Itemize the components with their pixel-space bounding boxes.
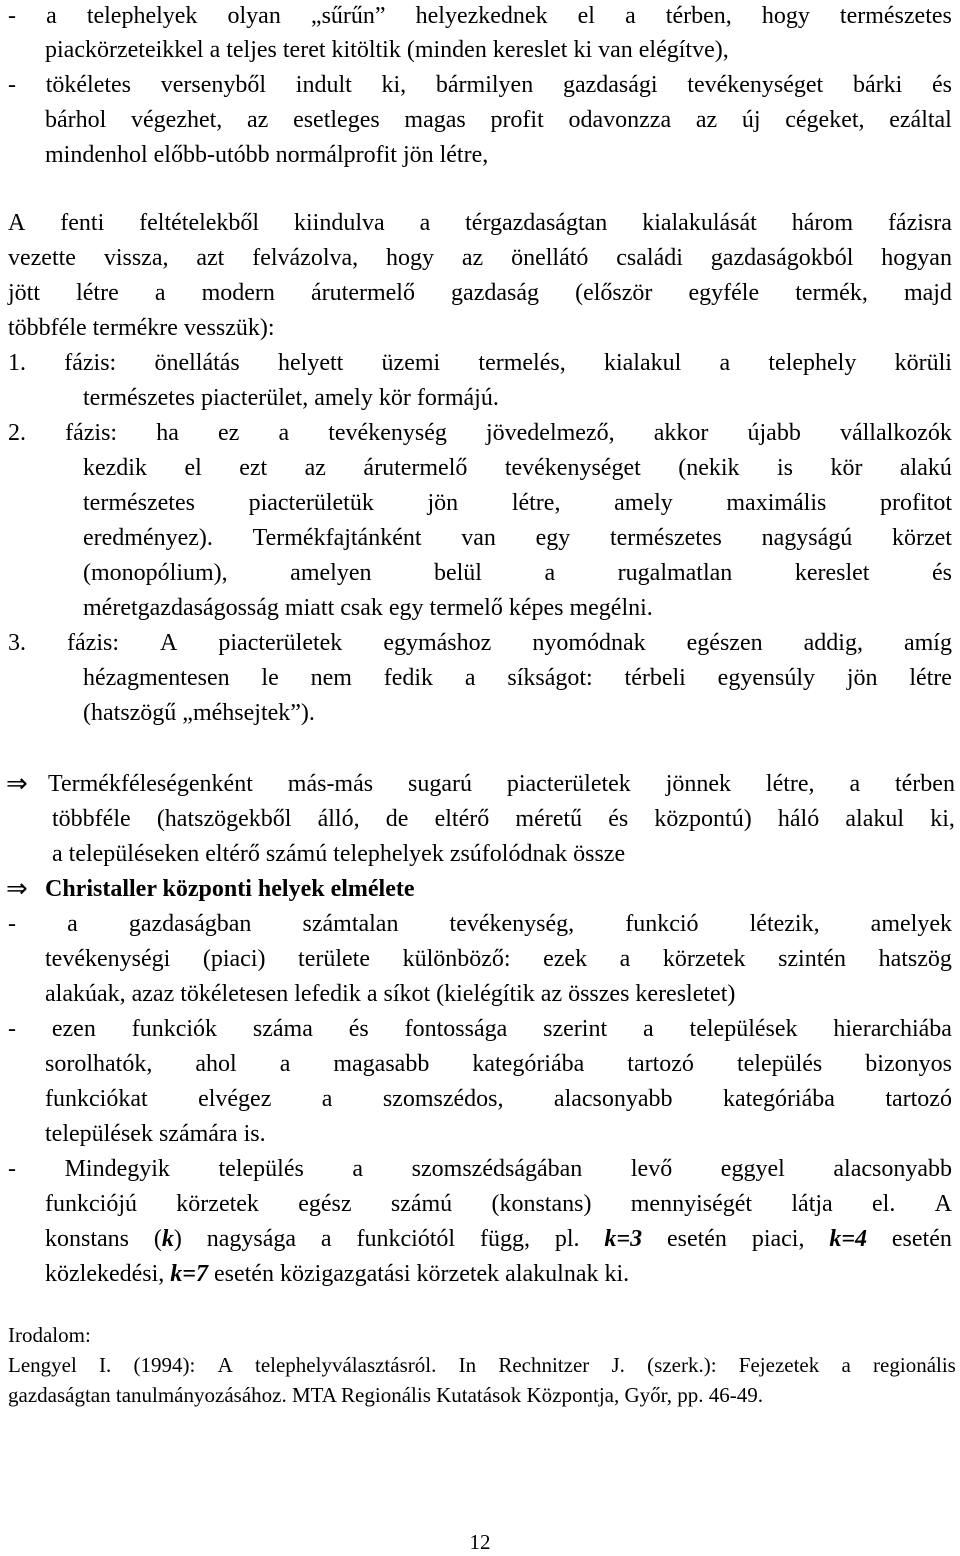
text-line: eredményez). Termékfajtánként van egy természetes nagyságú körzet (83, 525, 952, 551)
text-line: hézagmentesen le nem fedik a síkságot: térbeli egyensúly jön létre (83, 665, 952, 691)
text-line: méretgazdaságosság miatt csak egy termelő képes megélni. (83, 595, 653, 621)
double-arrow-icon: ⇒ (6, 769, 28, 799)
text-line: funkciókat elvégez a szomszédos, alacsonyabb kategóriába tartozó (45, 1086, 952, 1112)
text-line: sorolhatók, ahol a magasabb kategóriába tartozó település bizonyos (45, 1051, 952, 1077)
text-line: funkciójú körzetek egész számú (konstans) mennyiségét látja el. A (45, 1191, 952, 1217)
text-line: települések számára is. (45, 1121, 266, 1147)
text-line: vezette vissza, azt felvázolva, hogy az önellátó családi gazdaságokból hogyan (8, 245, 952, 271)
text-line: piackörzeteikkel a teljes teret kitöltik (minden kereslet ki van elégítve), (45, 37, 729, 63)
text-line: 3. fázis: A piacterületek egymáshoz nyomódnak egészen addig, amíg (8, 630, 952, 656)
text-line: - ezen funkciók száma és fontossága szerint a települések hierarchiába (8, 1016, 952, 1042)
text-line: alakúak, azaz tökéletesen lefedik a síkot (kielégítik az összes keresletet) (45, 981, 736, 1007)
text-line: természetes piacterületük jön létre, amely maximális profitot (83, 490, 952, 516)
text-line: tevékenységi (piaci) területe különböző: ezek a körzetek szintén hatszög (45, 946, 952, 972)
text-line: Lengyel I. (1994): A telephelyválasztásról. In Rechnitzer J. (szerk.): Fejezetek a regionális (8, 1353, 956, 1377)
text-line: - Mindegyik település a szomszédságában levő eggyel alacsonyabb (8, 1156, 952, 1182)
text-line: Termékféleségenként más-más sugarú piacterületek jönnek létre, a térben (48, 771, 955, 797)
text-line: 2. fázis: ha ez a tevékenység jövedelmező, akkor újabb vállalkozók (8, 420, 952, 446)
text-line: - tökéletes versenyből indult ki, bármilyen gazdasági tevékenységet bárki és (8, 72, 952, 98)
text-line: - a gazdaságban számtalan tevékenység, funkció létezik, amelyek (8, 911, 952, 937)
text-line: 1. fázis: önellátás helyett üzemi termelés, kialakul a telephely körüli (8, 350, 952, 376)
text-line: - a telephelyek olyan „sűrűn” helyezkednek el a térben, hogy természetes (8, 3, 952, 29)
text-line: A fenti feltételekből kiindulva a térgazdaságtan kialakulását három fázisra (8, 210, 952, 236)
text-line: mindenhol előbb-utóbb normálprofit jön létre, (45, 142, 489, 168)
text-line: konstans (k) nagysága a funkciótól függ, pl. k=3 esetén piaci, k=4 esetén (45, 1226, 952, 1252)
text-line: Irodalom: (8, 1323, 91, 1347)
text-line: többféle termékre vesszük): (8, 315, 275, 341)
text-line: többféle (hatszögekből álló, de eltérő méretű és központú) háló alakul ki, (52, 806, 955, 832)
text-line: gazdaságtan tanulmányozásához. MTA Regionális Kutatások Központja, Győr, pp. 46-49. (8, 1383, 764, 1407)
text-line: a településeken eltérő számú telephelyek zsúfolódnak össze (52, 841, 626, 867)
text-line: természetes piacterület, amely kör formájú. (83, 385, 499, 411)
text-line: bárhol végezhet, az esetleges magas profit odavonzza az új cégeket, ezáltal (45, 107, 952, 133)
text-line: jött létre a modern árutermelő gazdaság (először egyféle termék, majd (8, 280, 952, 306)
text-line: Christaller központi helyek elmélete (45, 876, 415, 902)
text-line: közlekedési, k=7 esetén közigazgatási körzetek alakulnak ki. (45, 1261, 630, 1287)
text-line: (hatszögű „méhsejtek”). (83, 700, 315, 726)
double-arrow-icon: ⇒ (6, 874, 28, 904)
page-number: 12 (469, 1530, 491, 1554)
text-line: (monopólium), amelyen belül a rugalmatlan kereslet és (83, 560, 952, 586)
text-line: kezdik el ezt az árutermelő tevékenységet (nekik is kör alakú (83, 455, 952, 481)
